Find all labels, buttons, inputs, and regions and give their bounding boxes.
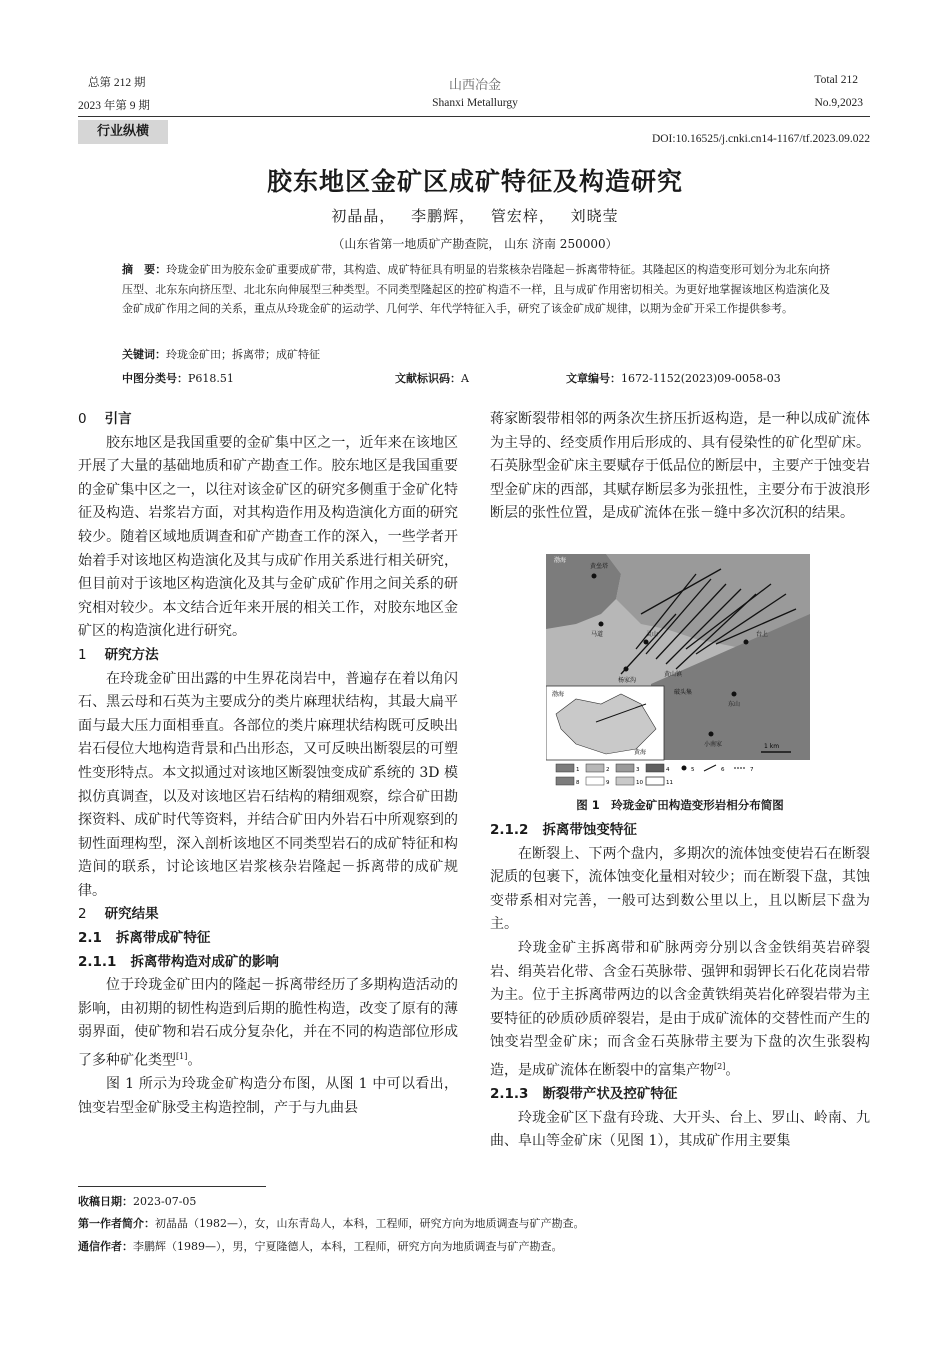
section-2-1-title: 拆离带成矿特征: [115, 930, 211, 947]
section-2-1-3-heading: [490, 1083, 870, 1107]
place-label: 黄山镇: [664, 671, 683, 678]
section-2-1-1-heading: [78, 951, 458, 975]
article-no-label: 文章编号：: [566, 372, 621, 385]
legend-swatch: [616, 777, 634, 785]
right-column-lower: [490, 819, 870, 1154]
section-0-num: 0: [78, 411, 87, 427]
article-title: 胶东地区金矿区成矿特征及构造研究: [266, 167, 683, 196]
legend-swatch: [586, 777, 604, 785]
section-0-heading: [78, 408, 458, 432]
journal-name-en: Shanxi Metallurgy: [432, 97, 518, 109]
corresponding-text: 李鹏辉（1989—），男，宁夏隆德人，本科，工程师，研究方向为地质调查与矿产勘查。: [133, 1240, 563, 1253]
clc-value: P618.51: [188, 372, 234, 385]
keywords-text: 玲珑金矿田；拆离带；成矿特征: [166, 348, 320, 361]
place-label: 灵山: [646, 631, 659, 638]
legend-num: 9: [606, 780, 610, 786]
section-2-heading: [78, 903, 458, 927]
doc-code: [395, 370, 469, 386]
article-no: [566, 370, 781, 386]
corresponding-label: 通信作者：: [78, 1240, 133, 1253]
corresponding-author-bio: [78, 1238, 563, 1254]
right-column: [490, 408, 870, 526]
section-1-heading: [78, 644, 458, 668]
figure-1-map: [546, 554, 810, 790]
issue-no-en: No.9,2023: [814, 97, 863, 109]
inset-sea2-label: 黄海: [634, 749, 647, 756]
scale-label: 1 km: [764, 743, 780, 750]
map-legend: [556, 764, 754, 786]
section-tag: 行业纵横: [78, 120, 168, 144]
affiliation: （山东省第一地质矿产勘查院， 山东 济南 250000）: [332, 237, 618, 251]
methods-paragraph: 在玲珑金矿田出露的中生界花岗岩中，普遍存在着以角闪石、黑云母和石英为主要成分的类片麻理状结构，其最大扁平面与最大压力面相垂直。各部位的类片麻理状结构既可反映出岩石侵位大地构造背景和凸出形态，又可反映出断裂层的可塑性变形特点。本文拟通过对该地区断裂蚀变成矿系统的 3D 模拟仿真调查，以及对该地区岩石结构的精细观察，综合矿田勘探资料、成矿时代等资料，并结合矿田内外岩石中所观察到的韧性面理构型，深入剖析该地区不同类型岩石的成矿特征和构造间的联系，讨论该地区岩浆核杂岩隆起－拆离带的成矿规律。: [78, 670, 458, 899]
alteration-p2-end: 。: [725, 1062, 740, 1079]
alteration-paragraph-1: 在断裂上、下两个盘内，多期次的流体蚀变使岩石在断裂泥质的包裹下，流体蚀变化量相对较少；而在断裂下盘，其蚀变带系相对完善，一般可达到数公里以上，且以断层下盘为主。: [490, 845, 870, 933]
legend-swatch: [646, 764, 664, 772]
legend-swatch: [556, 764, 574, 772]
intro-paragraph: 胶东地区是我国重要的金矿集中区之一，近年来在该地区开展了大量的基础地质和矿产勘查工作。胶东地区是我国重要的金矿集中区之一，以往对该金矿区的研究多侧重于金矿化特征及构造、岩浆岩方面，对其构造作用及构造演化方面的研究较少。随着区域地质调查和矿产勘查工作的深入，一些学者开始着手对该地区构造演化及其与成矿作用关系进行相关研究，但目前对于该地区构造演化及其与金矿成矿作用之间关系的研究相对较少。本文结合近年来开展的相关工作，对胶东地区金矿区的构造演化进行研究。: [78, 434, 458, 640]
section-2-1-2-num: 2.1.2: [490, 822, 529, 838]
received-date: [78, 1193, 196, 1209]
abstract: [122, 260, 830, 319]
place-label: 黄垒塔: [590, 563, 609, 570]
section-2-1-1-title: 拆离带构造对成矿的影响: [130, 953, 279, 970]
header-rule: [78, 116, 870, 117]
abstract-text: 玲珑金矿田为胶东金矿重要成矿带，其构造、成矿特征具有明显的岩浆核杂岩隆起－拆离带特征。其隆起区的构造变形可划分为北东向挤压型、北东东向挤压型、北北东向伸展型三种类型。不同类型隆起区的控矿构造不一样，且与成矿作用密切相关。为更好地掌握该地区构造演化及金矿成矿作用之间的关系，重点从玲珑金矿的运动学、几何学、年代学特征入手，研究了该金矿成矿规律，以期为金矿开采工作提供参考。: [122, 263, 831, 315]
citation-1[interactable]: [1]: [176, 1052, 188, 1062]
section-0-title: 引言: [104, 411, 132, 427]
section-2-title: 研究结果: [104, 906, 159, 923]
legend-num: 11: [666, 780, 673, 786]
abstract-label: 摘 要：: [122, 263, 167, 276]
deposit-point: [709, 732, 714, 737]
fault-paragraph: 玲珑金矿区下盘有玲珑、大开头、台上、罗山、岭南、九曲、阜山等金矿床（见图 1），其成矿作用主要集: [490, 1109, 870, 1150]
alteration-paragraph-2: [490, 937, 870, 1083]
legend-num: 7: [750, 767, 754, 773]
inset-sea-label: 渤海: [552, 691, 565, 698]
section-2-1-3-title: 断裂带产状及控矿特征: [542, 1086, 678, 1103]
results-paragraph-1: [78, 974, 458, 1073]
authors: 初晶晶， 李鹏辉， 管宏梓， 刘晓莹: [331, 207, 619, 225]
legend-num: 5: [691, 767, 695, 773]
clc-label: 中图分类号：: [122, 372, 188, 385]
place-label: 台上: [756, 631, 769, 638]
received-value: 2023-07-05: [133, 1195, 197, 1208]
place-label: 东山: [728, 701, 741, 708]
doi: DOI:10.16525/j.cnki.cn14-1167/tf.2023.09.022: [651, 133, 870, 145]
map-graphic: [546, 554, 810, 790]
section-2-1-2-heading: [490, 819, 870, 843]
section-2-1-1-num: 2.1.1: [78, 953, 117, 970]
alteration-p2-text: 玲珑金矿主拆离带和矿脉两旁分别以含金铁绢英岩碎裂岩、绢英岩化带、含金石英脉带、强钾和弱钾长石化花岗岩带为主。位于主拆离带两边的以含金黄铁绢英岩化碎裂岩带为主要特征的砂质砂质碎裂岩，是由于成矿流体的交替性而产生的蚀变岩型金矿床；而含金石英脉带主要为下盘的次生张裂构造，是成矿流体在断裂中的富集产物: [490, 939, 870, 1079]
section-2-1-heading: [78, 927, 458, 951]
legend-num: 2: [606, 767, 610, 773]
results-paragraph-2: 图 1 所示为玲珑金矿构造分布图，从图 1 中可以看出，蚀变岩型金矿脉受主构造控制，产于与九曲县: [78, 1076, 458, 1116]
place-label: 杨家沟: [618, 677, 637, 684]
legend-num: 10: [636, 780, 643, 786]
section-2-1-2-title: 拆离带蚀变特征: [542, 822, 637, 838]
citation-2[interactable]: [2]: [714, 1061, 726, 1071]
keywords-label: 关键词：: [122, 348, 166, 361]
received-label: 收稿日期：: [78, 1195, 133, 1208]
article-no-value: 1672-1152(2023)09-0058-03: [621, 372, 781, 385]
first-author-text: 初晶晶（1982—），女，山东青岛人，本科，工程师，研究方向为地质调查与矿产勘查。: [155, 1217, 585, 1230]
legend-num: 3: [636, 767, 640, 773]
deposit-point: [732, 692, 737, 697]
journal-name-cn: 山西冶金: [448, 77, 501, 92]
deposit-point: [744, 640, 749, 645]
results-p1-end: 。: [187, 1052, 202, 1069]
section-1-title: 研究方法: [104, 646, 159, 663]
section-2-1-3-num: 2.1.3: [490, 1086, 529, 1103]
legend-swatch: [704, 765, 716, 771]
place-label: 破头集: [674, 689, 693, 696]
sea-label: 渤海: [554, 557, 567, 564]
footnote-rule: [78, 1186, 266, 1187]
deposit-point: [599, 622, 604, 627]
issue-total-cn: 总第 212 期: [88, 77, 146, 89]
left-column: [78, 408, 458, 1120]
results-p1-text: 位于玲珑金矿田内的隆起－拆离带经历了多期构造活动的影响，由初期的韧性构造到后期的脆性构造，改变了原有的薄弱界面，使矿物和岩石成分复杂化，并在不同的构造部位形成了多种矿化类型: [78, 977, 458, 1069]
deposit-point: [592, 574, 597, 579]
doc-code-value: A: [461, 372, 469, 385]
place-label: 小南家: [704, 741, 723, 748]
section-1-num: 1: [78, 646, 87, 663]
deposit-point: [624, 667, 629, 672]
continued-paragraph: 蒋家断裂带相邻的两条次生挤压折返构造，是一种以成矿流体为主导的、经变质作用后形成的、具有侵染性的矿化型矿床。石英脉型金矿床主要赋存于低品位的断层中，主要产于蚀变岩型金矿床的西部，其赋存断层多为张扭性，主要分布于波浪形断层的张性位置，是成矿流体在张－缝中多次沉积的结果。: [490, 411, 870, 522]
first-author-label: 第一作者简介：: [78, 1217, 155, 1230]
section-2-num: 2: [78, 906, 87, 923]
doc-code-label: 文献标识码：: [395, 372, 461, 385]
first-author-bio: [78, 1215, 585, 1231]
legend-swatch: [586, 764, 604, 772]
legend-swatch: [646, 777, 664, 785]
deposit-point: [644, 640, 649, 645]
figure-1-caption: 图 1 玲珑金矿田构造变形岩相分布简图: [576, 798, 784, 812]
legend-num: 1: [576, 767, 580, 773]
issue-date-cn: 2023 年第 9 期: [78, 100, 150, 112]
legend-swatch: [616, 764, 634, 772]
issue-total-en: Total 212: [814, 74, 858, 86]
legend-num: 8: [576, 780, 580, 786]
legend-num: 4: [666, 767, 670, 773]
clc: [122, 370, 234, 386]
keywords: [122, 346, 320, 362]
legend-num: 6: [721, 767, 725, 773]
section-2-1-num: 2.1: [78, 930, 102, 947]
place-label: 马道: [591, 631, 604, 638]
legend-swatch: [682, 766, 687, 771]
legend-swatch: [556, 777, 574, 785]
